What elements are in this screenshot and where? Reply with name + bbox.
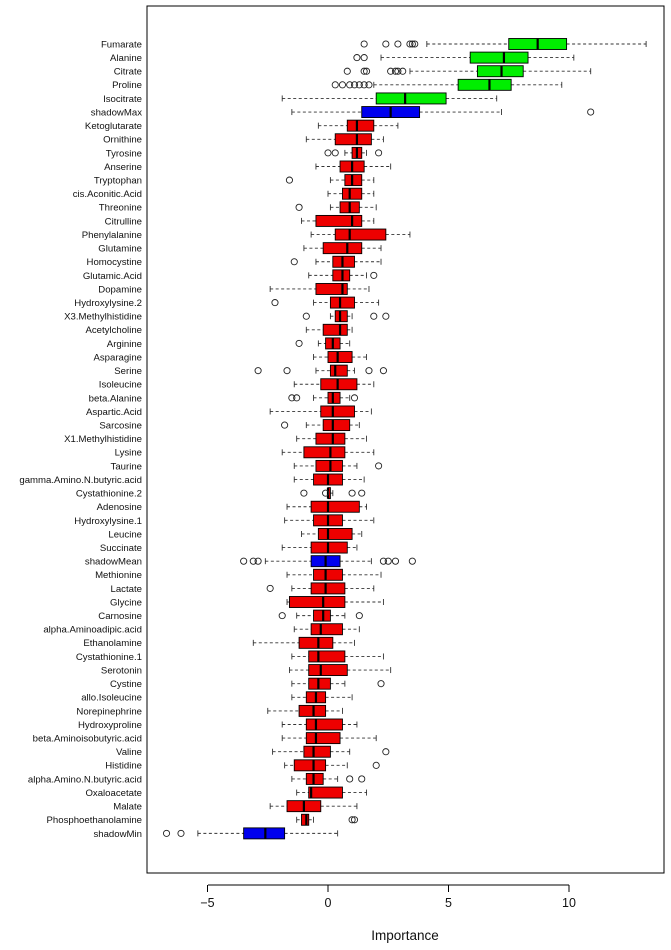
box-iqr (311, 542, 347, 553)
outlier-point (241, 558, 247, 564)
outlier-point (303, 313, 309, 319)
category-label-beta-aminoisobutyric-acid: beta.Aminoisobutyric.acid (32, 733, 142, 745)
category-label-ethanolamine: Ethanolamine (83, 638, 142, 650)
category-label-alpha-amino-n-butyric-acid: alpha.Amino.N.butyric.acid (27, 774, 142, 786)
box-beta-alanine (289, 392, 358, 403)
category-label-phosphoethanolamine: Phosphoethanolamine (46, 815, 142, 827)
category-label-beta-alanine: beta.Alanine (88, 393, 142, 405)
box-iqr (477, 66, 523, 77)
box-proline (332, 79, 562, 90)
box-cystine (292, 678, 384, 689)
box-cystathionine-1 (292, 651, 384, 662)
category-label-oxaloacetate: Oxaloacetate (85, 787, 142, 799)
box-aspartic-acid (270, 406, 371, 417)
box-iqr (316, 460, 343, 471)
box-iqr (342, 188, 361, 199)
outlier-point (339, 82, 345, 88)
category-label-ornithine: Ornithine (103, 134, 142, 146)
category-label-dopamine: Dopamine (98, 284, 142, 296)
category-label-citrulline: Citrulline (104, 216, 142, 228)
box-isoleucine (294, 379, 374, 390)
box-phenylalanine (311, 229, 410, 240)
box-phosphoethanolamine (297, 814, 358, 825)
box-allo-isoleucine (292, 692, 352, 703)
outlier-point (383, 313, 389, 319)
category-label-asparagine: Asparagine (93, 352, 142, 364)
box-iqr (347, 120, 374, 131)
category-label-homocystine: Homocystine (86, 257, 142, 269)
category-label-hydroxyproline: Hydroxyproline (78, 719, 142, 731)
box-iqr (316, 215, 362, 226)
category-label-glutamine: Glutamine (98, 243, 142, 255)
box-iqr (306, 719, 342, 730)
box-isocitrate (282, 93, 496, 104)
outlier-point (351, 395, 357, 401)
category-label-x3-methylhistidine: X3.Methylhistidine (64, 311, 142, 323)
box-iqr (458, 79, 511, 90)
box-iqr (323, 324, 347, 335)
outlier-point (366, 368, 372, 374)
box-carnosine (279, 610, 362, 621)
box-iqr (333, 270, 350, 281)
outlier-point (325, 150, 331, 156)
outlier-point (344, 68, 350, 74)
box-oxaloacetate (297, 787, 367, 798)
box-ketoglutarate (318, 120, 398, 131)
outlier-point (332, 150, 338, 156)
box-iqr (314, 569, 343, 580)
outlier-point (286, 177, 292, 183)
box-iqr (314, 610, 331, 621)
box-beta-aminoisobutyric-acid (282, 733, 376, 744)
box-fumarate (361, 39, 646, 50)
x-tick-label: 5 (445, 896, 452, 910)
outlier-point (349, 490, 355, 496)
box-citrulline (301, 215, 373, 226)
plot-frame (147, 6, 664, 873)
category-label-x1-methylhistidine: X1.Methylhistidine (64, 434, 142, 446)
category-label-tryptophan: Tryptophan (93, 175, 142, 187)
box-hydroxyproline (282, 719, 357, 730)
box-tryptophan (286, 175, 373, 186)
box-iqr (470, 52, 528, 63)
box-iqr (304, 447, 345, 458)
category-label-cystathionine-1: Cystathionine.1 (75, 651, 142, 663)
category-label-ketoglutarate: Ketoglutarate (84, 121, 142, 133)
box-leucine (301, 528, 361, 539)
outlier-point (409, 558, 415, 564)
outlier-point (376, 150, 382, 156)
category-label-anserine: Anserine (104, 161, 142, 173)
x-tick-label: 10 (562, 896, 576, 910)
outlier-point (359, 490, 365, 496)
box-x3-methylhistidine (303, 311, 389, 322)
box-anserine (316, 161, 391, 172)
box-shadowmean (241, 556, 416, 567)
outlier-point (178, 830, 184, 836)
category-label-shadowmax: shadowMax (90, 107, 142, 119)
box-iqr (328, 352, 352, 363)
box-iqr (345, 175, 362, 186)
box-histidine (285, 760, 380, 771)
box-acetylcholine (306, 324, 352, 335)
outlier-point (371, 313, 377, 319)
box-iqr (323, 243, 362, 254)
box-iqr (335, 134, 371, 145)
category-label-alanine: Alanine (109, 53, 142, 65)
box-taurine (294, 460, 381, 471)
box-ethanolamine (253, 637, 354, 648)
category-label-carnosine: Carnosine (98, 611, 142, 623)
box-asparagine (314, 352, 367, 363)
box-glutamic-acid (309, 270, 377, 281)
outlier-point (361, 41, 367, 47)
box-alpha-amino-n-butyric-acid (292, 773, 365, 784)
box-cystathionine-2 (301, 488, 365, 499)
category-label-succinate: Succinate (99, 542, 142, 554)
category-label-lysine: Lysine (114, 447, 142, 459)
box-succinate (282, 542, 357, 553)
category-label-methionine: Methionine (95, 570, 142, 582)
box-glycine (287, 597, 383, 608)
category-label-arginine: Arginine (106, 338, 142, 350)
box-layer (163, 39, 646, 839)
box-serotonin (289, 665, 390, 676)
box-iqr (299, 705, 326, 716)
outlier-point (291, 259, 297, 265)
category-label-serotonin: Serotonin (100, 665, 142, 677)
box-iqr (311, 583, 345, 594)
category-label-leucine: Leucine (108, 529, 142, 541)
box-citrate (344, 66, 591, 77)
box-iqr (330, 297, 354, 308)
box-iqr (294, 760, 325, 771)
box-alpha-aminoadipic-acid (294, 624, 359, 635)
category-label-isocitrate: Isocitrate (103, 93, 142, 105)
category-label-threonine: Threonine (98, 202, 142, 214)
outlier-point (163, 830, 169, 836)
outlier-point (385, 558, 391, 564)
outlier-point (380, 368, 386, 374)
outlier-point (354, 55, 360, 61)
box-lactate (267, 583, 374, 594)
category-label-glutamic-acid: Glutamic.Acid (82, 270, 142, 282)
outlier-point (366, 82, 372, 88)
box-iqr (323, 420, 350, 431)
category-label-allo-isoleucine: allo.Isoleucine (81, 692, 142, 704)
box-shadowmin (163, 828, 337, 839)
outlier-point (294, 395, 300, 401)
outlier-point (378, 681, 384, 687)
category-label-isoleucine: Isoleucine (98, 379, 142, 391)
outlier-point (301, 490, 307, 496)
category-label-serine: Serine (114, 366, 142, 378)
box-shadowmax (292, 107, 594, 118)
outlier-point (392, 558, 398, 564)
box-iqr (289, 597, 344, 608)
box-ornithine (306, 134, 383, 145)
box-threonine (296, 202, 376, 213)
box-iqr (335, 311, 347, 322)
category-label-fumarate: Fumarate (100, 39, 142, 51)
box-arginine (296, 338, 350, 349)
box-iqr (309, 651, 345, 662)
box-iqr (311, 624, 342, 635)
box-gamma-amino-n-butyric-acid (294, 474, 364, 485)
outlier-point (400, 68, 406, 74)
outlier-point (255, 368, 261, 374)
box-dopamine (270, 283, 369, 294)
box-alanine (354, 52, 574, 63)
box-cis-aconitic-acid (328, 188, 374, 199)
box-methionine (287, 569, 381, 580)
box-lysine (282, 447, 374, 458)
box-iqr (311, 501, 359, 512)
category-label-shadowmean: shadowMean (84, 556, 142, 568)
box-iqr (244, 828, 285, 839)
outlier-point (383, 41, 389, 47)
box-homocystine (291, 256, 381, 267)
box-iqr (306, 773, 323, 784)
category-label-alpha-aminoadipic-acid: alpha.Aminoadipic.acid (43, 624, 142, 636)
category-label-phenylalanine: Phenylalanine (81, 229, 142, 241)
outlier-point (371, 272, 377, 278)
outlier-point (272, 299, 278, 305)
outlier-point (284, 368, 290, 374)
outlier-point (383, 749, 389, 755)
x-tick-label: −5 (200, 896, 215, 910)
box-iqr (309, 678, 331, 689)
box-iqr (318, 528, 352, 539)
category-labels (19, 39, 142, 839)
box-glutamine (304, 243, 381, 254)
box-iqr (335, 229, 386, 240)
box-iqr (328, 392, 340, 403)
box-iqr (309, 665, 348, 676)
box-hydroxylysine-1 (285, 515, 374, 526)
outlier-point (255, 558, 261, 564)
category-label-tyrosine: Tyrosine (105, 148, 142, 160)
category-label-aspartic-acid: Aspartic.Acid (86, 406, 142, 418)
box-valine (273, 746, 389, 757)
category-label-histidine: Histidine (105, 760, 142, 772)
box-hydroxylysine-2 (272, 297, 379, 308)
box-norepinephrine (268, 705, 343, 716)
category-label-shadowmin: shadowMin (93, 828, 142, 840)
category-label-citrate: Citrate (113, 66, 142, 78)
category-label-cystathionine-2: Cystathionine.2 (75, 488, 142, 500)
outlier-point (296, 340, 302, 346)
box-iqr (330, 365, 347, 376)
box-malate (270, 801, 357, 812)
outlier-point (356, 613, 362, 619)
box-x1-methylhistidine (297, 433, 367, 444)
category-label-cystine: Cystine (110, 679, 142, 691)
category-label-valine: Valine (116, 747, 142, 759)
category-label-acetylcholine: Acetylcholine (85, 325, 142, 337)
category-label-gamma-amino-n-butyric-acid: gamma.Amino.N.butyric.acid (19, 474, 142, 486)
category-label-sarcosine: Sarcosine (99, 420, 142, 432)
category-label-cis-aconitic-acid: cis.Aconitic.Acid (72, 189, 142, 201)
outlier-point (332, 82, 338, 88)
category-label-glycine: Glycine (110, 597, 142, 609)
outlier-point (361, 55, 367, 61)
box-adenosine (287, 501, 367, 512)
category-label-norepinephrine: Norepinephrine (76, 706, 142, 718)
box-iqr (309, 787, 343, 798)
outlier-point (267, 585, 273, 591)
box-iqr (321, 406, 355, 417)
box-iqr (316, 433, 345, 444)
category-label-hydroxylysine-1: Hydroxylysine.1 (74, 515, 142, 527)
outlier-point (347, 776, 353, 782)
box-iqr (333, 256, 355, 267)
category-label-taurine: Taurine (110, 461, 142, 473)
box-iqr (306, 733, 340, 744)
outlier-point (376, 463, 382, 469)
x-axis (200, 885, 576, 910)
category-label-lactate: Lactate (110, 583, 142, 595)
box-tyrosine (325, 147, 382, 158)
box-serine (255, 365, 387, 376)
box-iqr (299, 637, 333, 648)
box-iqr (321, 379, 357, 390)
box-iqr (304, 746, 331, 757)
category-label-hydroxylysine-2: Hydroxylysine.2 (74, 297, 142, 309)
outlier-point (373, 762, 379, 768)
x-axis-title: Importance (371, 928, 439, 943)
outlier-point (279, 613, 285, 619)
outlier-point (296, 204, 302, 210)
x-ticks (200, 885, 576, 910)
x-tick-label: 0 (324, 896, 332, 910)
category-label-adenosine: Adenosine (96, 502, 142, 514)
box-iqr (376, 93, 446, 104)
outlier-point (395, 41, 401, 47)
box-sarcosine (282, 420, 360, 431)
outlier-point (359, 776, 365, 782)
category-label-proline: Proline (112, 80, 142, 92)
outlier-point (588, 109, 594, 115)
box-iqr (301, 814, 308, 825)
category-label-malate: Malate (113, 801, 142, 813)
outlier-point (282, 422, 288, 428)
